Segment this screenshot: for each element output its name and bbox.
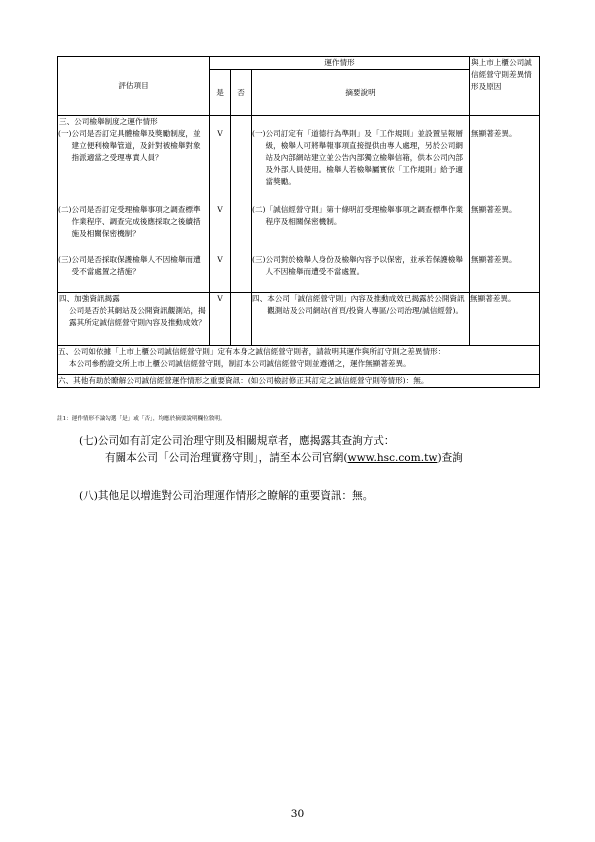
header-summary: 摘要說明 xyxy=(252,70,470,116)
section6-row xyxy=(58,375,540,388)
section3-item-3: (三) 公司是否採取保護檢舉人不因檢舉而遭受不當處置之措施？ xyxy=(58,255,201,276)
section6-text: 六、其他有助於瞭解公司誠信經營運作情形之重要資訊：(如公司檢討修正其訂定之誠信經營守則等情形)：無。 xyxy=(58,376,429,385)
header-yes: 是 xyxy=(210,70,231,116)
header-no: 否 xyxy=(231,70,252,116)
section5-row xyxy=(58,346,540,375)
section4-text: 公司是否於其網站及公開資訊觀測站，揭露其所定誠信經營守則內容及推動成效？ xyxy=(69,306,206,327)
summary-3-2: (二) 「誠信經營守則」第十條明訂受理檢舉事項之調查標準作業程序及相關保密機制。 xyxy=(252,205,463,226)
mark-yes-3-2: V xyxy=(217,205,223,214)
section-7-heading: (七)公司如有訂定公司治理守則及相關規章者，應揭露其查詢方式： xyxy=(79,435,395,447)
summary-3-3: (三) 公司對於檢舉人身份及檢舉內容予以保密，並承若保護檢舉人不因檢舉而遭受不當處置。 xyxy=(252,255,463,276)
difference-3-1: 無顯著差異。 xyxy=(471,129,517,138)
section5-no: 五、 xyxy=(58,347,74,356)
mark-no-4 xyxy=(231,293,252,346)
section5-text: 公司如依據「上市上櫃公司誠信經營守則」定有本身之誠信經營守則者，請敘明其運作與所訂守則之差異情形： xyxy=(73,347,446,356)
section4-row xyxy=(58,293,540,346)
section3-row xyxy=(58,116,540,293)
mark-yes-4: V xyxy=(210,293,231,346)
section-7 xyxy=(79,433,463,467)
section5-answer: 本公司參酌證交所上市上櫃公司誠信經營守則，制訂本公司誠信經營守則並遵循之，運作無顯著差異。 xyxy=(69,359,411,368)
section3-title: 三、公司檢舉制度之運作情形 xyxy=(59,117,158,126)
section-8: (八)其他足以增進對公司治理運作情形之瞭解的重要資訊：無。 xyxy=(79,490,374,502)
website-link[interactable]: www.hsc.com.tw xyxy=(347,452,438,464)
table-footnote: 註1：運作情形不論勾選「是」或「否」，均應於摘要說明欄位敘明。 xyxy=(57,416,226,422)
section3-item-2: (二) 公司是否訂定受理檢舉事項之調查標準作業程序、調查完成後應採取之後續措施及相關保密機制？ xyxy=(58,205,201,238)
difference-4: 無顯著差異。 xyxy=(470,293,540,346)
summary-3-1: (一) 公司訂定有「道德行為準則」及「工作規則」並設置呈報層級，檢舉人可將舉報事項直接提供由專人處理，另於公司網站及內部網站建立並公告內部獨立檢舉信箱，供本公司內部及外部人員使用。檢舉人若檢舉屬實依「工作規則」給予適當獎勵。 xyxy=(252,129,463,186)
mark-yes-3-3: V xyxy=(217,255,223,264)
section4-title: 四、加強資訊揭露 xyxy=(59,294,120,303)
mark-yes-3-1: V xyxy=(217,129,223,138)
difference-3-3: 無顯著差異。 xyxy=(471,255,517,264)
mark-no-column xyxy=(231,116,252,293)
evaluation-table xyxy=(57,56,540,388)
section-7-body: 有關本公司「公司治理實務守則」，請至本公司官網(www.hsc.com.tw)查詢 xyxy=(105,452,463,464)
header-item: 評估項目 xyxy=(58,57,210,116)
difference-3-2: 無顯著差異。 xyxy=(471,205,517,214)
section3-item-1: (一) 公司是否訂定具體檢舉及獎勵制度，並建立便利檢舉管道，及針對被檢舉對象指派適當之受理專責人員？ xyxy=(58,129,201,162)
page-number: 30 xyxy=(290,808,305,820)
header-operation: 運作情形 xyxy=(210,57,470,70)
header-difference: 與上市上櫃公司誠信經營守則差異情形及原因 xyxy=(470,57,540,116)
summary-4: 四、 本公司「誠信經營守則」內容及推動成效已揭露於公開資訊觀測站及公司網站(首頁/投資人專區/公司治理/誠信經營)。 xyxy=(252,294,465,315)
